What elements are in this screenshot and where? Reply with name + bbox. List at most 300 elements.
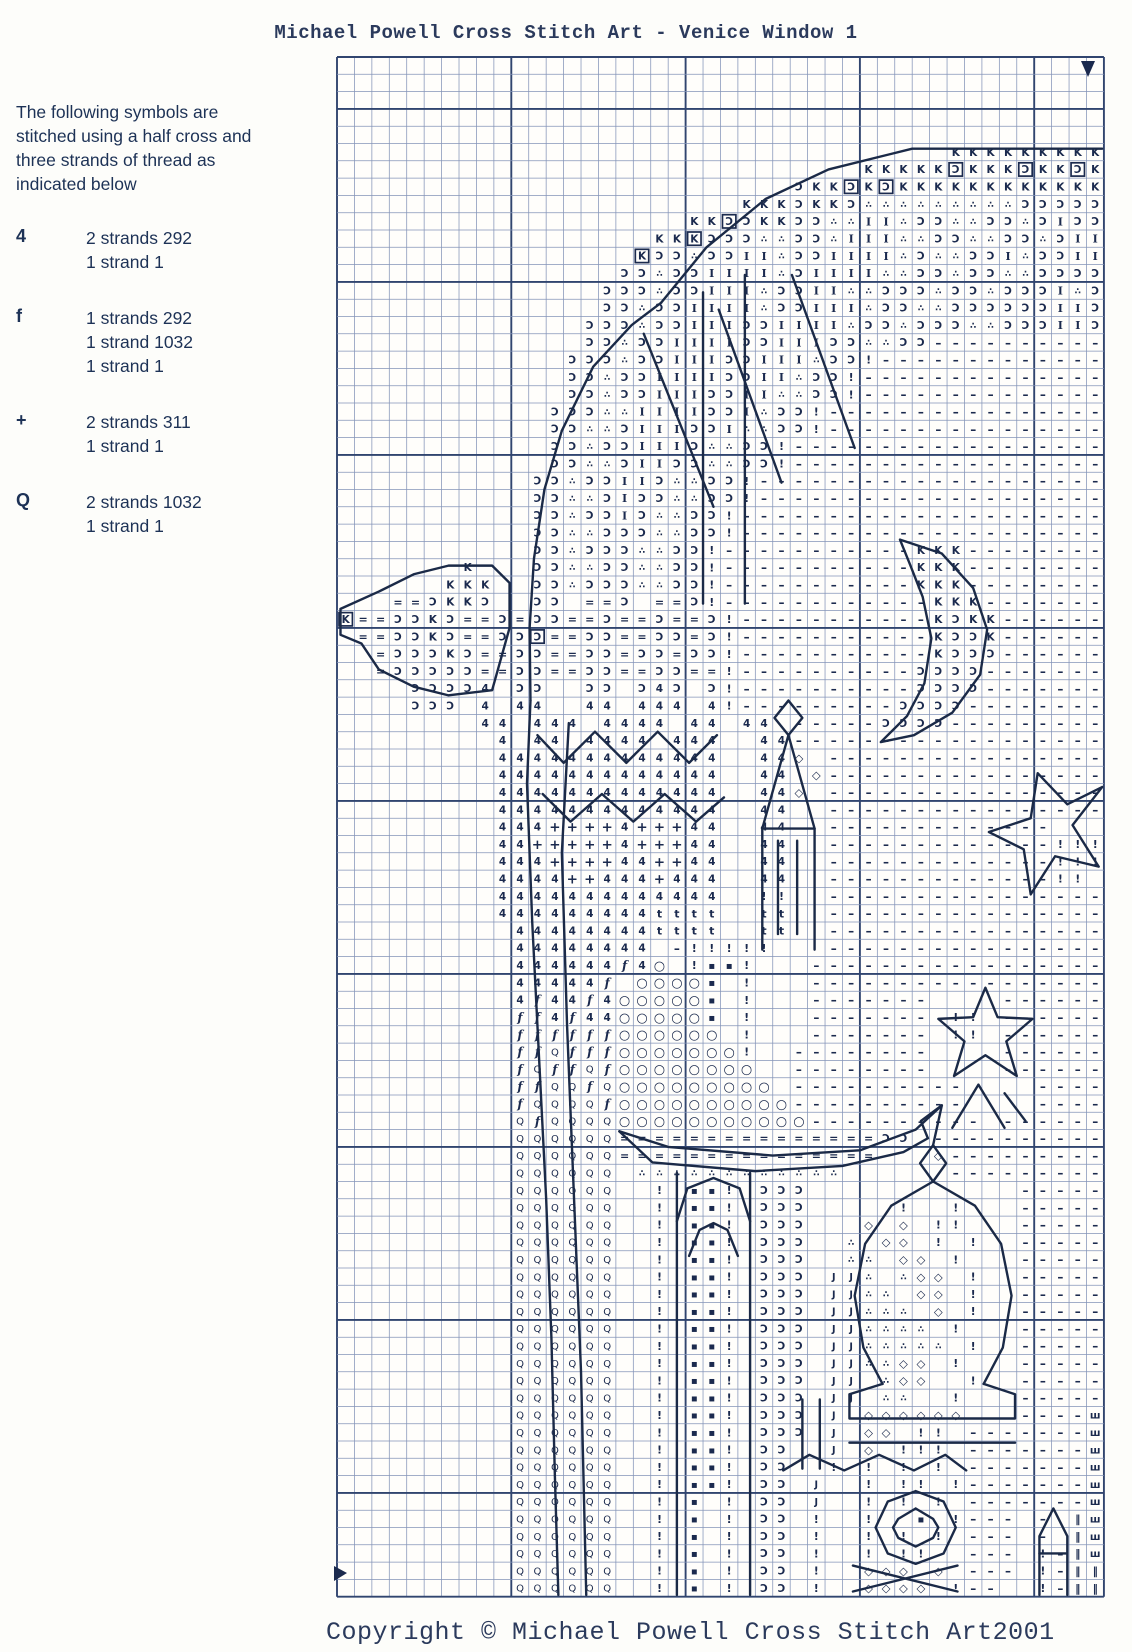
stitch-symbol: ! [726,665,732,679]
stitch-symbol: K [463,562,472,575]
stitch-symbol: – [952,387,959,402]
stitch-symbol: ! [970,1011,976,1025]
stitch-symbol: – [1057,785,1064,800]
stitch-symbol: – [830,647,837,662]
stitch-symbol: – [935,872,942,887]
stitch-symbol: I [796,336,802,350]
stitch-symbol: – [1022,1287,1029,1302]
stitch-symbol: ! [656,1495,662,1509]
stitch-symbol: 4 [516,752,524,765]
stitch-symbol: Ɔ [516,665,524,678]
stitch-symbol: ∴ [604,390,611,401]
stitch-symbol: – [1039,1373,1046,1388]
stitch-symbol: ‖ [1075,1565,1081,1578]
stitch-symbol: ∴ [813,355,820,366]
stitch-symbol: – [1057,975,1064,990]
stitch-symbol: Ɔ [533,596,542,609]
stitch-symbol: K [969,146,978,159]
stitch-symbol: – [1057,923,1064,938]
stitch-symbol: ! [970,1236,976,1250]
stitch-symbol: ▪ [690,1462,698,1474]
stitch-symbol: ▪ [708,1393,716,1405]
stitch-symbol: K [934,181,943,194]
stitch-symbol: Ɔ [951,648,960,661]
stitch-symbol: – [1039,1529,1046,1544]
stitch-symbol: – [1005,1148,1012,1163]
stitch-symbol: Q [516,1203,524,1215]
stitch-symbol: ! [1092,838,1098,852]
stitch-symbol: ! [656,1357,662,1371]
stitch-symbol: – [1005,1425,1012,1440]
stitch-symbol: – [883,1027,890,1042]
stitch-symbol: Ɔ [969,268,978,281]
stitch-symbol: – [883,508,890,523]
stitch-symbol: – [865,923,872,938]
stitch-symbol: ! [1075,838,1081,852]
stitch-symbol: – [813,543,820,558]
stitch-symbol: – [1074,889,1081,904]
stitch-symbol: ○ [653,958,666,974]
stitch-symbol: Q [585,1116,594,1128]
stitch-symbol: 4 [690,752,698,765]
stitch-symbol: 4 [777,769,786,782]
stitch-symbol: Ɔ [969,665,978,678]
stitch-symbol: Q [516,1462,524,1474]
stitch-symbol: Ɔ [655,665,664,678]
stitch-symbol: Ɔ [847,354,856,367]
stitch-symbol: ∴ [1004,200,1012,211]
stitch-symbol: + [531,837,544,854]
stitch-symbol: 4 [777,752,786,765]
stitch-symbol: – [1005,1166,1012,1181]
stitch-symbol: + [601,854,613,871]
stitch-symbol: ○ [618,1062,631,1078]
stitch-symbol: ∴ [865,200,872,211]
stitch-symbol: – [1092,923,1099,938]
stitch-symbol: Ɔ [899,302,908,315]
stitch-symbol: ‖ [1092,1565,1098,1578]
stitch-symbol: – [761,595,768,610]
stitch-symbol: f [587,993,593,1008]
stitch-symbol: Ɔ [777,1271,786,1284]
stitch-symbol: Q [533,1099,542,1111]
legend-entry-threads: 1 strands 292 1 strand 1032 1 strand 1 [86,308,194,376]
stitch-symbol: J [814,1496,819,1508]
stitch-symbol: – [917,872,924,887]
stitch-symbol: Ɔ [707,423,716,436]
stitch-symbol: – [987,664,994,679]
stitch-symbol: ○ [636,976,648,992]
stitch-symbol: I [831,249,837,263]
stitch-symbol: Ɔ [620,371,629,384]
stitch-symbol: – [1074,1096,1081,1111]
stitch-symbol: Ɔ [690,458,699,471]
stitch-symbol: 4 [551,908,559,921]
stitch-symbol: – [987,1581,994,1596]
stitch-symbol: 4 [603,942,611,955]
stitch-symbol: – [1057,750,1064,765]
stitch-symbol: – [1005,872,1012,887]
stitch-symbol: – [952,889,959,904]
stitch-symbol: 4 [690,890,698,903]
stitch-symbol: – [970,785,977,800]
stitch-symbol: ∴ [656,528,663,539]
stitch-symbol: I [639,422,645,436]
stitch-symbol: I [691,319,697,333]
stitch-symbol: Ɔ [795,1271,803,1284]
stitch-symbol: – [726,560,733,575]
stitch-symbol: ! [831,1460,837,1474]
stitch-symbol: ◇ [881,1563,891,1578]
stitch-symbol: – [1022,1477,1029,1492]
stitch-symbol: – [1092,802,1099,817]
stitch-symbol: ! [813,1512,819,1526]
stitch-symbol: – [1074,768,1081,783]
stitch-symbol: – [1092,1183,1099,1198]
stitch-symbol: f [552,1062,558,1077]
stitch-symbol: – [1074,1442,1081,1457]
stitch-symbol: 4 [777,787,786,800]
stitch-symbol: – [1039,923,1046,938]
stitch-symbol: ○ [706,1114,718,1130]
stitch-symbol: ◇ [916,1356,926,1371]
stitch-symbol: ! [848,388,854,402]
stitch-symbol: Ɔ [446,631,455,644]
stitch-symbol: Ɔ [829,354,838,367]
stitch-symbol: Q [533,1064,542,1076]
stitch-symbol: – [900,422,907,437]
stitch-symbol: ! [726,1426,732,1440]
stitch-symbol: – [813,508,820,523]
stitch-symbol: Ɔ [429,700,437,713]
stitch-symbol: – [1057,1269,1064,1284]
stitch-symbol: 4 [551,787,559,800]
stitch-symbol: K [742,198,751,211]
stitch-symbol: + [636,837,648,854]
stitch-symbol: – [935,941,942,956]
stitch-symbol: – [952,456,959,471]
stitch-symbol: K [777,198,786,211]
stitch-symbol: ∴ [760,304,768,315]
stitch-symbol: – [795,526,802,541]
stitch-symbol: Ɔ [673,579,681,592]
stitch-symbol: 4 [690,838,698,851]
stitch-symbol: – [1039,1114,1046,1129]
stitch-symbol: Ɔ [603,665,612,678]
stitch-symbol: 4 [620,925,629,938]
stitch-symbol: – [917,750,924,765]
stitch-symbol: Ɔ [986,268,995,281]
stitch-symbol: ∴ [604,425,611,436]
stitch-symbol: K [1003,164,1013,177]
stitch-symbol: Ɔ [568,371,577,384]
stitch-symbol: 4 [620,873,629,886]
stitch-symbol: ∴ [569,528,576,539]
stitch-symbol: – [900,750,907,765]
stitch-symbol: Ɔ [603,354,612,367]
stitch-symbol: Ɔ [986,648,995,661]
legend-intro-line: indicated below [16,174,137,194]
stitch-symbol: Q [585,1549,594,1561]
stitch-symbol: – [830,629,837,644]
stitch-symbol: – [1022,560,1029,575]
stitch-symbol: – [795,456,802,471]
stitch-symbol: ∴ [952,217,959,228]
stitch-symbol: – [743,664,750,679]
stitch-symbol: – [1074,664,1081,679]
stitch-symbol: ∴ [1004,269,1012,280]
stitch-symbol: ▪ [708,995,716,1007]
stitch-symbol: I [674,440,680,454]
stitch-symbol: – [970,1114,977,1129]
stitch-symbol: 4 [603,787,611,800]
stitch-symbol: – [970,422,977,437]
stitch-symbol: – [1022,993,1029,1008]
stitch-symbol: – [935,353,942,368]
stitch-symbol: – [1022,456,1029,471]
stitch-symbol: Q [585,1583,594,1595]
stitch-symbol: – [1039,681,1046,696]
stitch-symbol: Q [516,1168,524,1180]
stitch-symbol: – [1005,629,1012,644]
stitch-symbol: Ɔ [812,389,821,402]
stitch-symbol: ∴ [882,1342,890,1353]
stitch-symbol: – [726,595,733,610]
stitch-symbol: – [1092,1027,1099,1042]
stitch-symbol: – [935,750,942,765]
stitch-symbol: Ɔ [603,527,612,540]
stitch-symbol: – [1057,508,1064,523]
stitch-symbol: 4 [516,977,524,990]
stitch-symbol: ∴ [848,1238,855,1249]
stitch-symbol: J [831,1427,836,1439]
stitch-symbol: – [1074,1287,1081,1302]
stitch-symbol: ! [900,1201,906,1215]
stitch-symbol: – [1039,1045,1046,1060]
stitch-symbol: Ɔ [760,1271,768,1284]
stitch-symbol: – [987,1546,994,1561]
stitch-symbol: Q [533,1462,542,1474]
stitch-symbol: 4 [603,873,611,886]
stitch-symbol: Ɔ [795,423,803,436]
stitch-symbol: Ɔ [899,700,908,713]
stitch-symbol: Ɔ [603,579,612,592]
stitch-symbol: – [1074,923,1081,938]
stitch-symbol: Ɔ [899,717,908,730]
stitch-symbol: I [761,267,767,281]
stitch-symbol: – [987,941,994,956]
stitch-symbol: – [987,906,994,921]
stitch-symbol: – [935,474,942,489]
stitch-symbol: – [883,1010,890,1025]
stitch-symbol: Ɔ [742,354,751,367]
stitch-symbol: = [515,613,525,627]
stitch-symbol: Q [533,1168,542,1180]
stitch-symbol: K [934,648,943,661]
stitch-symbol: – [987,681,994,696]
stitch-symbol: – [1057,1477,1064,1492]
stitch-symbol: ▪ [690,1497,698,1509]
stitch-symbol: – [830,1027,837,1042]
stitch-symbol: ! [726,1357,732,1371]
stitch-symbol: Ɔ [673,302,681,315]
stitch-symbol: ◇ [951,1408,961,1423]
stitch-symbol: – [1057,681,1064,696]
stitch-symbol: Ɔ [707,614,716,627]
stitch-symbol: – [1092,1339,1099,1354]
stitch-symbol: – [1057,1045,1064,1060]
stitch-symbol: Q [516,1497,524,1509]
stitch-symbol: Ɔ [673,665,681,678]
stitch-symbol: Ɔ [620,579,629,592]
stitch-symbol: – [900,975,907,990]
stitch-symbol: – [848,456,855,471]
stitch-symbol: ∴ [569,546,576,557]
stitch-symbol: – [1074,422,1081,437]
stitch-symbol: – [900,837,907,852]
stitch-symbol: ∴ [1074,286,1081,297]
stitch-symbol: – [1039,802,1046,817]
stitch-symbol: Ɔ [411,614,420,627]
stitch-symbol: – [848,906,855,921]
stitch-symbol: ○ [706,1045,718,1061]
stitch-symbol: – [1039,1425,1046,1440]
stitch-symbol: – [987,854,994,869]
stitch-symbol: ! [656,1253,662,1267]
stitch-symbol: I [1005,249,1011,263]
stitch-symbol: ∴ [673,494,681,505]
stitch-symbol: ○ [706,1097,718,1113]
stitch-symbol: 4 [551,717,559,730]
stitch-symbol: – [1039,1408,1046,1423]
stitch-symbol: Q [516,1445,524,1457]
stitch-symbol: ○ [758,1080,770,1096]
stitch-symbol: – [952,508,959,523]
stitch-symbol: Q [568,1272,577,1284]
stitch-symbol: Ɔ [463,665,472,678]
stitch-symbol: Ɔ [777,1582,786,1595]
stitch-symbol: ◇ [864,1408,874,1423]
stitch-symbol: Q [603,1583,612,1595]
stitch-symbol: – [848,612,855,627]
stitch-symbol: ○ [688,1045,700,1061]
stitch-symbol: – [900,906,907,921]
stitch-symbol: ! [866,1495,872,1509]
stitch-symbol: 4 [516,890,524,903]
stitch-symbol: 4 [708,752,716,765]
stitch-symbol: – [935,906,942,921]
stitch-symbol: ○ [723,1080,735,1096]
stitch-symbol: – [1005,1027,1012,1042]
stitch-symbol: 4 [498,838,507,851]
stitch-symbol: 4 [516,804,524,817]
stitch-symbol: – [813,733,820,748]
stitch-symbol: ∴ [882,1393,890,1404]
stitch-symbol: – [970,1546,977,1561]
stitch-symbol: – [1005,820,1012,835]
stitch-symbol: – [1022,491,1029,506]
stitch-symbol: ∴ [813,1169,820,1180]
stitch-symbol: K [1073,146,1082,159]
stitch-symbol: – [900,629,907,644]
stitch-symbol: ∴ [673,477,681,488]
stitch-symbol: – [865,1114,872,1129]
stitch-symbol: – [813,491,820,506]
stitch-symbol: ○ [653,1010,666,1026]
stitch-symbol: ∴ [900,1393,907,1404]
stitch-symbol: – [1074,508,1081,523]
stitch-symbol: – [848,802,855,817]
stitch-symbol: ! [726,630,732,644]
stitch-symbol: – [900,612,907,627]
stitch-symbol: – [1005,941,1012,956]
stitch-symbol: 4 [673,752,681,765]
stitch-symbol: – [813,1096,820,1111]
stitch-symbol: – [1057,353,1064,368]
stitch-symbol: 4 [742,717,751,730]
stitch-symbol: – [1005,1114,1012,1129]
stitch-symbol: ∴ [586,442,593,453]
stitch-symbol: Q [603,1549,612,1561]
stitch-symbol: f [517,1027,523,1042]
stitch-symbol: ! [866,1530,872,1544]
stitch-symbol: ○ [706,1062,718,1078]
stitch-symbol: Ɔ [655,648,664,661]
stitch-symbol: ! [656,1582,662,1596]
stitch-symbol: Ɔ [655,492,664,505]
stitch-symbol: – [1005,1529,1012,1544]
stitch-symbol: = [550,630,560,644]
stitch-symbol: Q [550,1133,559,1145]
stitch-symbol: – [1092,699,1099,714]
stitch-symbol: Ɔ [934,216,943,229]
stitch-symbol: Q [533,1479,542,1491]
stitch-symbol: 4 [481,717,489,730]
stitch-symbol: Q [516,1583,524,1595]
stitch-symbol: Ɔ [411,665,420,678]
stitch-symbol: I [831,319,837,333]
stitch-symbol: – [778,612,785,627]
stitch-symbol: – [987,526,994,541]
stitch-symbol: Ɔ [777,1323,786,1336]
stitch-symbol: – [830,923,837,938]
stitch-symbol: ∴ [638,304,646,315]
stitch-symbol: – [1022,958,1029,973]
stitch-symbol: ∴ [865,1342,872,1353]
stitch-symbol: – [917,975,924,990]
stitch-symbol: – [970,733,977,748]
stitch-symbol: Ɔ [690,562,699,575]
stitch-symbol: ∴ [970,234,977,245]
stitch-symbol: – [1005,1564,1012,1579]
stitch-symbol: J [831,1358,836,1370]
stitch-symbol: – [1005,1442,1012,1457]
stitch-symbol: Ɔ [568,389,577,402]
stitch-symbol: Q [550,1445,559,1457]
stitch-symbol: Q [568,1237,577,1249]
stitch-symbol: ○ [653,1097,666,1113]
stitch-symbol: – [883,1096,890,1111]
stitch-symbol: = [689,630,699,644]
stitch-symbol: Ɔ [777,1565,786,1578]
stitch-symbol: ! [953,1218,959,1232]
stitch-symbol: – [883,387,890,402]
stitch-symbol: Q [603,1427,612,1439]
stitch-symbol: Q [585,1220,594,1232]
stitch-symbol: – [1039,872,1046,887]
stitch-symbol: – [987,370,994,385]
stitch-symbol: = [619,613,630,627]
